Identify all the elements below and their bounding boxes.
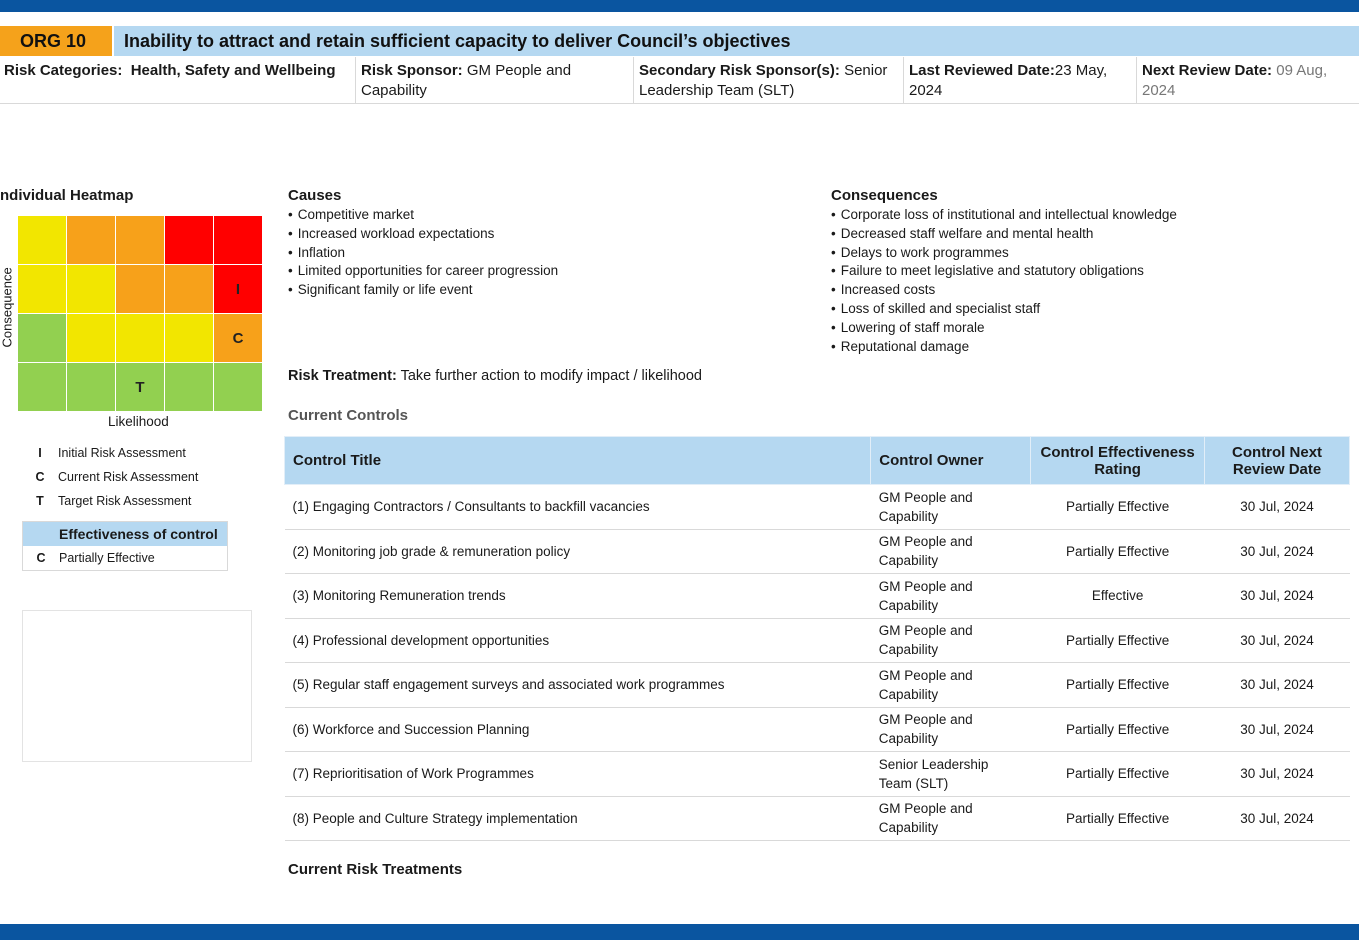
legend-key: C: [35, 470, 45, 484]
heatmap-cell: [18, 265, 66, 313]
risk-title: Inability to attract and retain sufficient capacity to deliver Council’s objectives: [114, 26, 1359, 56]
control-title-cell: (5) Regular staff engagement surveys and associated work programmes: [285, 663, 871, 708]
control-owner-cell: GM People and Capability: [871, 574, 1031, 619]
control-owner-cell: GM People and Capability: [871, 707, 1031, 752]
current-controls-title: Current Controls: [288, 407, 408, 424]
secondary-sponsor-value: Senior Leadership Team (SLT): [639, 62, 888, 99]
table-row: [285, 529, 1350, 574]
control-title-cell: (1) Engaging Contractors / Consultants to backfill vacancies: [285, 485, 871, 530]
controls-table: [284, 436, 1350, 841]
control-rating-cell: Partially Effective: [1031, 485, 1205, 530]
table-row: [285, 707, 1350, 752]
control-owner-cell: GM People and Capability: [871, 796, 1031, 841]
legend-key: T: [36, 494, 44, 508]
risk-treatment-label: Risk Treatment:: [288, 368, 397, 384]
heatmap-cell: [165, 216, 213, 264]
control-rating-cell: Partially Effective: [1031, 796, 1205, 841]
last-reviewed-label: Last Reviewed Date:: [909, 62, 1055, 79]
risk-sponsor: [356, 57, 634, 103]
heatmap-cell: [214, 314, 262, 362]
consequences-list: [831, 206, 1177, 356]
causes-list: [288, 206, 558, 300]
table-header-row: [285, 437, 1350, 485]
risk-sponsor-value: GM People and Capability: [361, 62, 572, 99]
last-reviewed-value: 23 May, 2024: [909, 62, 1108, 99]
control-owner-cell: GM People and Capability: [871, 485, 1031, 530]
table-row: [285, 574, 1350, 619]
heatmap-cell: [165, 314, 213, 362]
list-item: • Loss of skilled and specialist staff: [831, 300, 1177, 319]
control-review-date-cell: 30 Jul, 2024: [1205, 663, 1350, 708]
heatmap-x-label: Likelihood: [108, 414, 169, 429]
risk-treatment-value: Take further action to modify impact / likelihood: [400, 368, 702, 384]
consequences-title: Consequences: [831, 187, 938, 204]
list-item: • Delays to work programmes: [831, 244, 1177, 263]
list-item: • Reputational damage: [831, 338, 1177, 357]
control-review-date-cell: 30 Jul, 2024: [1205, 529, 1350, 574]
legend-item-current: [22, 470, 198, 484]
heatmap-marker: I: [235, 280, 241, 298]
control-owner-cell: GM People and Capability: [871, 618, 1031, 663]
heatmap-cell: [67, 314, 115, 362]
control-title-cell: (7) Reprioritisation of Work Programmes: [285, 752, 871, 797]
table-row: [285, 485, 1350, 530]
bottom-banner: [0, 924, 1359, 940]
risk-meta-row: [0, 57, 1359, 104]
risk-categories: [0, 57, 356, 103]
heatmap-cell: [18, 216, 66, 264]
control-owner-cell: Senior Leadership Team (SLT): [871, 752, 1031, 797]
heatmap-cell: [18, 314, 66, 362]
control-title-cell: (2) Monitoring job grade & remuneration policy: [285, 529, 871, 574]
control-review-date-cell: 30 Jul, 2024: [1205, 618, 1350, 663]
heatmap-cell: [165, 363, 213, 411]
secondary-sponsor-label: Secondary Risk Sponsor(s):: [639, 62, 840, 79]
control-rating-cell: Partially Effective: [1031, 618, 1205, 663]
effectiveness-row: [23, 546, 227, 570]
risk-id-badge: ORG 10: [0, 26, 112, 56]
list-item: • Inflation: [288, 244, 558, 263]
risk-header: [0, 26, 1359, 56]
control-title-cell: (3) Monitoring Remuneration trends: [285, 574, 871, 619]
heatmap-y-label: Consequence: [0, 267, 15, 348]
effectiveness-legend: [22, 521, 228, 571]
control-review-date-cell: 30 Jul, 2024: [1205, 752, 1350, 797]
heatmap-marker: T: [135, 378, 145, 396]
next-review-value: 09 Aug, 2024: [1142, 62, 1328, 99]
table-row: [285, 752, 1350, 797]
control-owner-cell: GM People and Capability: [871, 663, 1031, 708]
column-header-review-date: Control Next Review Date: [1205, 437, 1350, 485]
list-item: • Corporate loss of institutional and intellectual knowledge: [831, 206, 1177, 225]
next-review-date: [1137, 57, 1359, 103]
list-item: • Lowering of staff morale: [831, 319, 1177, 338]
causes-title: Causes: [288, 187, 342, 204]
risk-heatmap: [18, 216, 263, 411]
heatmap-cell: [18, 363, 66, 411]
control-rating-cell: Partially Effective: [1031, 707, 1205, 752]
legend-label: Target Risk Assessment: [58, 494, 192, 508]
legend-item-target: [22, 494, 191, 508]
control-owner-cell: GM People and Capability: [871, 529, 1031, 574]
list-item: • Competitive market: [288, 206, 558, 225]
heatmap-cell: [116, 363, 164, 411]
list-item: • Increased workload expectations: [288, 225, 558, 244]
control-rating-cell: Effective: [1031, 574, 1205, 619]
heatmap-cell: [165, 265, 213, 313]
table-row: [285, 618, 1350, 663]
table-row: [285, 663, 1350, 708]
current-risk-treatments-title: Current Risk Treatments: [288, 861, 463, 878]
control-title-cell: (4) Professional development opportunities: [285, 618, 871, 663]
list-item: • Increased costs: [831, 281, 1177, 300]
control-rating-cell: Partially Effective: [1031, 663, 1205, 708]
heatmap-cell: [214, 363, 262, 411]
secondary-risk-sponsor: [634, 57, 904, 103]
control-rating-cell: Partially Effective: [1031, 529, 1205, 574]
last-reviewed-date: [904, 57, 1137, 103]
risk-categories-value: Health, Safety and Wellbeing: [130, 62, 336, 79]
heatmap-cell: [116, 216, 164, 264]
column-header-rating: Control Effectiveness Rating: [1031, 437, 1205, 485]
heatmap-marker: C: [232, 329, 244, 347]
legend-key: I: [38, 446, 42, 460]
top-banner: [0, 0, 1359, 12]
legend-label: Current Risk Assessment: [58, 470, 199, 484]
risk-sponsor-label: Risk Sponsor:: [361, 62, 463, 79]
effectiveness-title: Effectiveness of control: [23, 522, 227, 546]
effectiveness-key: C: [36, 551, 46, 565]
control-rating-cell: Partially Effective: [1031, 752, 1205, 797]
control-review-date-cell: 30 Jul, 2024: [1205, 574, 1350, 619]
list-item: • Limited opportunities for career progression: [288, 262, 558, 281]
list-item: • Failure to meet legislative and statutory obligations: [831, 262, 1177, 281]
heatmap-cell: [67, 216, 115, 264]
effectiveness-label: Partially Effective: [59, 551, 155, 565]
control-title-cell: (8) People and Culture Strategy implementation: [285, 796, 871, 841]
control-review-date-cell: 30 Jul, 2024: [1205, 796, 1350, 841]
table-row: [285, 796, 1350, 841]
heatmap-cell: [214, 216, 262, 264]
heatmap-cell: [214, 265, 262, 313]
control-review-date-cell: 30 Jul, 2024: [1205, 707, 1350, 752]
column-header-owner: Control Owner: [871, 437, 1031, 485]
heatmap-cell: [116, 265, 164, 313]
empty-panel: [22, 610, 252, 762]
control-review-date-cell: 30 Jul, 2024: [1205, 485, 1350, 530]
legend-item-initial: [22, 446, 186, 460]
risk-categories-label: Risk Categories:: [4, 62, 123, 79]
control-title-cell: (6) Workforce and Succession Planning: [285, 707, 871, 752]
list-item: • Decreased staff welfare and mental health: [831, 225, 1177, 244]
next-review-label: Next Review Date:: [1142, 62, 1273, 79]
heatmap-cell: [67, 363, 115, 411]
controls-table-body: [285, 485, 1350, 841]
list-item: • Significant family or life event: [288, 281, 558, 300]
heatmap-cell: [67, 265, 115, 313]
heatmap-title: ndividual Heatmap: [0, 187, 134, 204]
column-header-title: Control Title: [285, 437, 871, 485]
heatmap-cell: [116, 314, 164, 362]
risk-treatment: [288, 368, 702, 384]
legend-label: Initial Risk Assessment: [58, 446, 186, 460]
